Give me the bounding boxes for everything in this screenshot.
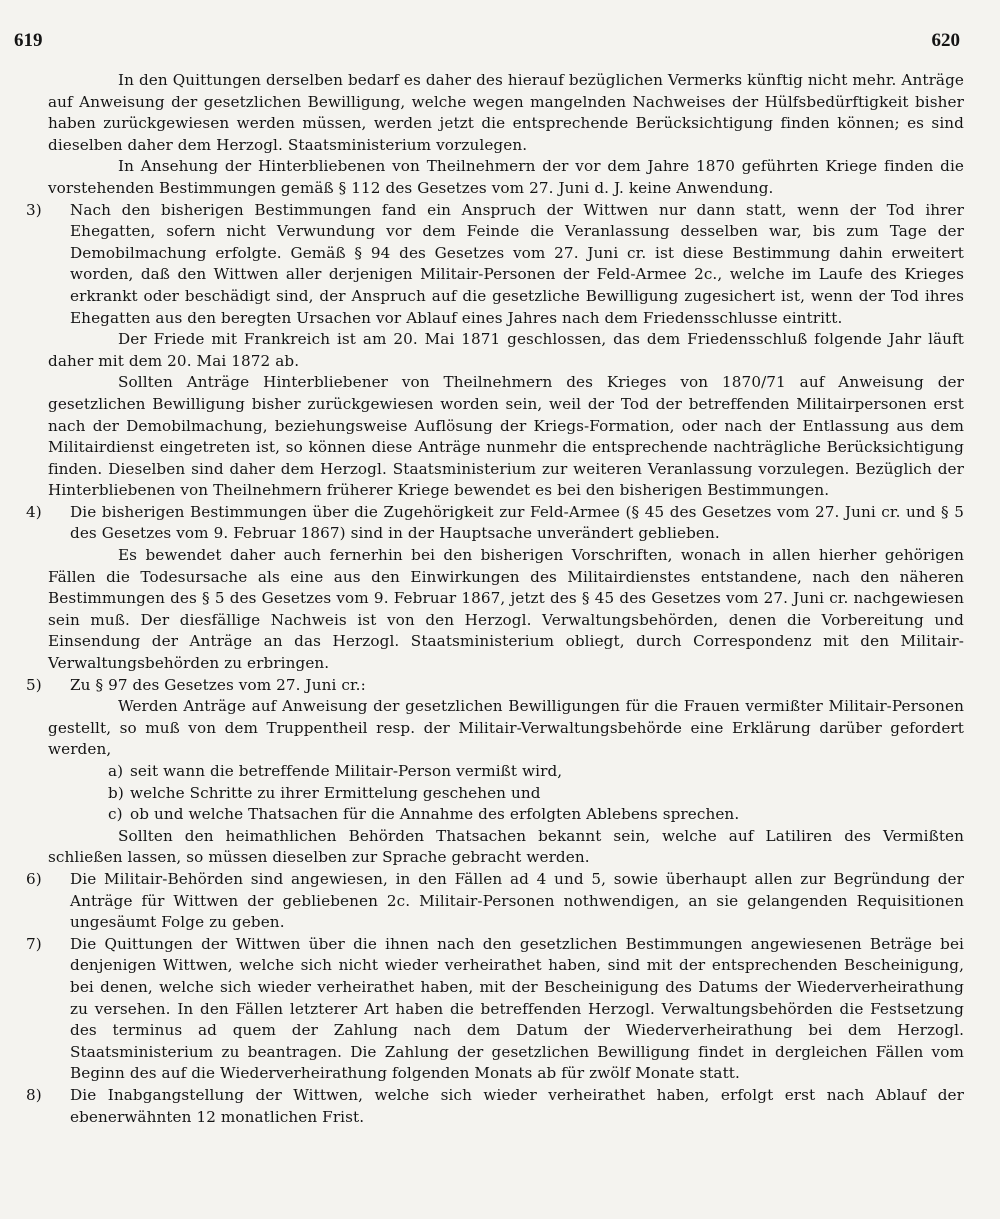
section-7-paragraph [26,934,964,1085]
paragraph-earlier-wars: In Ansehung der Hinterbliebenen von Theilnehmern der vor dem Jahre 1870 geführten Kriege finden die vorstehenden Bestimmungen gemäß § 112 des Gesetzes vom 27. Juni d. J. keine Anwendung. [48,157,964,197]
section-3-paragraph-3: Sollten Anträge Hinterbliebener von Theilnehmern des Krieges von 1870/71 auf Anweisung der gesetzlichen Bewilligung bisher zurückgewiesen worden sein, weil der Tod der betreffenden Militairpersonen erst nach der Demobilmachung, beziehungsweise Auflösung der Kriegs-Formation, oder nach der Entlassung aus dem Militairdienst eingetreten ist, so können diese Anträge nunmehr die entsprechende nachträgliche Berücksichtigung finden. Dieselben sind daher dem Herzogl. Staatsministerium zur weiteren Veranlassung vorzulegen. Bezüglich der Hinterbliebenen von Theilnehmern früherer Kriege bewendet es bei den bisherigen Bestimmungen. [48,373,964,500]
section-5-title: Zu § 97 des Gesetzes vom 27. Juni cr.: [70,675,366,694]
paragraph-receipts: In den Quittungen derselben bedarf es daher des hierauf bezüglichen Vermerks künftig nicht mehr. Anträge auf Anweisung der gesetzlichen Bewilligung, welche wegen mangelnden Nachweises der Hülfsbedürftigkeit bisher haben zurückgewiesen werden müssen, werden jetzt die entsprechende Berücksichtigung finden können; es sind dieselben daher dem Herzogl. Staatsministerium vorzulegen. [48,71,964,154]
section-4-number: 4) [26,502,42,521]
page-number-left: 619 [14,30,43,51]
sub-text-b: welche Schritte zu ihrer Ermittelung geschehen und [130,783,541,802]
section-7-text: Die Quittungen der Wittwen über die ihnen nach den gesetzlichen Bestimmungen angewiesenen Beträge bei denjenigen Wittwen, welche sich nicht wieder verheirathet haben, sind mit der entsprechenden Bescheinigung, bei denen, welche sich wieder verheirathet haben, mit der Bescheinigung des Datums der Wiederverheirathung zu versehen. In den Fällen letzterer Art haben die betreffenden Herzogl. Verwaltungsbehörden die Festsetzung des terminus ad quem der Zahlung nach dem Datum der Wiederverheirathung bei dem Herzogl. Staatsministerium zu beantragen. Die Zahlung der gesetzlichen Bewilligung findet in dergleichen Fällen vom Beginn des auf die Wiederverheirathung folgenden Monats ab für zwölf Monate statt. [70,934,964,1083]
section-7-number: 7) [26,934,42,953]
section-8-text: Die Inabgangstellung der Wittwen, welche sich wieder verheirathet haben, erfolgt erst nach Ablauf der ebenerwähnten 12 monatlichen Frist. [70,1085,964,1126]
sub-text-c: ob und welche Thatsachen für die Annahme des erfolgten Ablebens sprechen. [130,805,740,824]
section-4-text: Die bisherigen Bestimmungen über die Zugehörigkeit zur Feld-Armee (§ 45 des Gesetzes vom 27. Juni cr. und § 5 des Gesetzes vom 9. Februar 1867) sind in der Hauptsache unverändert geblieben. [70,502,964,543]
page-number-right: 620 [931,30,960,51]
body-text [26,70,964,1128]
section-8-number: 8) [26,1085,42,1104]
section-6-text: Die Militair-Behörden sind angewiesen, in den Fällen ad 4 und 5, sowie überhaupt allen zur Begründung der Anträge für Wittwen der gebliebenen 2c. Militair-Personen nothwendigen, an sie gelangenden Requisitionen ungesäumt Folge zu geben. [70,869,964,932]
section-4-paragraph-1 [26,502,964,545]
sub-label-a: a) [108,762,124,780]
section-5-heading [26,675,964,697]
section-5-paragraph-2: Sollten den heimathlichen Behörden Thatsachen bekannt sein, welche auf Latiliren des Vermißten schließen lassen, so müssen dieselben zur Sprache gebracht werden. [48,826,964,867]
section-6-paragraph [26,869,964,934]
section-5-paragraph-1: Werden Anträge auf Anweisung der gesetzlichen Bewilligungen für die Frauen vermißter Militair-Personen gestellt, so muß von dem Truppentheil resp. der Militair-Verwaltungsbehörde eine Erklärung darüber gefordert werden, [48,697,964,759]
section-5-number: 5) [26,675,42,694]
section-3-text: Nach den bisherigen Bestimmungen fand ein Anspruch der Wittwen nur dann statt, wenn der Tod ihrer Ehegatten, sofern nicht Verwundung vor dem Feinde die Veranlassung desselben war, bis zum Tage der Demobilmachung erfolgte. Gemäß § 94 des Gesetzes vom 27. Juni cr. ist diese Bestimmung dahin erweitert worden, daß den Wittwen aller derjenigen Militair-Personen der Feld-Armee 2c., welche im Laufe des Krieges erkrankt oder beschädigt sind, der Anspruch auf die gesetzliche Bewilligung zugesichert ist, wenn der Tod ihres Ehegatten aus den beregten Ursachen vor Ablauf eines Jahres nach dem Friedensschlusse eintritt. [70,200,964,327]
page-header [14,30,960,56]
section-5-sub-a [48,761,964,783]
sub-text-a: seit wann die betreffende Militair-Person vermißt wird, [130,762,563,780]
section-5-sub-b [48,783,964,805]
section-3-paragraph-1 [26,200,964,330]
sub-label-b: b) [108,783,124,802]
section-6-number: 6) [26,869,42,888]
sub-label-c: c) [108,805,123,824]
section-8-paragraph [26,1085,964,1128]
section-5-sub-c [48,804,964,826]
section-3-paragraph-2: Der Friede mit Frankreich ist am 20. Mai 1871 geschlossen, das dem Friedensschluß folgende Jahr läuft daher mit dem 20. Mai 1872 ab. [48,330,964,370]
section-3-number: 3) [26,200,42,219]
section-4-paragraph-2: Es bewendet daher auch fernerhin bei den bisherigen Vorschriften, wonach in allen hierher gehörigen Fällen die Todesursache als eine aus den Einwirkungen des Militairdienstes entstandene, nach den näheren Bestimmungen des § 5 des Gesetzes vom 9. Februar 1867, jetzt des § 45 des Gesetzes vom 27. Juni cr. nachgewiesen sein muß. Der diesfällige Nachweis ist von den Herzogl. Verwaltungsbehörden, denen die Vorbereitung und Einsendung der Anträge an das Herzogl. Staatsministerium obliegt, durch Correspondenz mit den Militair-Verwaltungsbehörden zu erbringen. [48,546,964,673]
